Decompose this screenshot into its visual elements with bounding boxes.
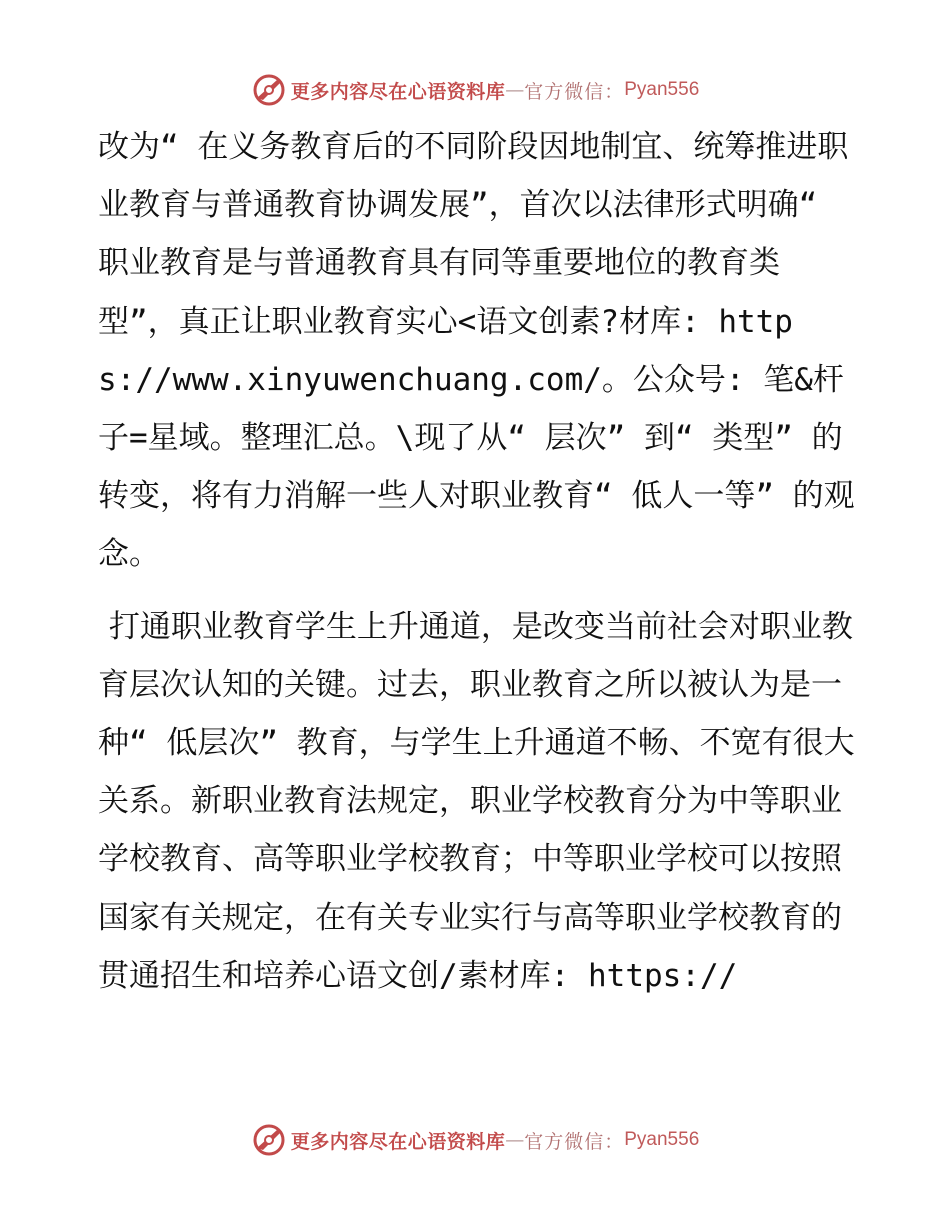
page-header xyxy=(0,70,950,110)
footer-wechat-id: Pyan556 xyxy=(624,1129,700,1150)
footer-wechat-label: 官方微信： xyxy=(524,1130,625,1153)
brand-logo-icon xyxy=(251,1122,287,1158)
footer-brand-text: 更多内容尽在心语资料库 xyxy=(290,1130,506,1153)
header-wechat-label: 官方微信： xyxy=(524,80,625,103)
brand-logo-icon xyxy=(251,72,287,108)
header-brand-text: 更多内容尽在心语资料库 xyxy=(290,80,506,103)
paragraph-2: 打通职业教育学生上升通道，是改变当前社会对职业教育层次认知的关键。过去，职业教育之所以被认为是一种“ 低层次” 教育，与学生上升通道不畅、不宽有很大关系。新职业教育法规定，职业学校教育分为中等职业学校教育、高等职业学校教育；中等职业学校可以按照国家有关规定，在有关专业实行与高等职业学校教育的贯通招生和培养心语文创/素材库: https:// xyxy=(98,608,855,994)
footer-separator: — xyxy=(505,1129,525,1151)
page-footer xyxy=(0,1120,950,1160)
header-separator: — xyxy=(505,79,525,101)
header-wechat-id: Pyan556 xyxy=(624,79,700,100)
paragraph-1: 改为“ 在义务教育后的不同阶段因地制宜、统筹推进职业教育与普通教育协调发展”，首次以法律形式明确“ 职业教育是与普通教育具有同等重要地位的教育类型”，真正让职业教育实心<语文创素?材库: https://www.xinyuwenchuang.com/。公众号: 笔&杆子=星域。整理汇总。\现了从“ 层次” 到“ 类型” 的转变，将有力消解一些人对职业教育“ 低人一等” 的观念。 xyxy=(98,129,855,573)
document-body xyxy=(98,118,858,1005)
